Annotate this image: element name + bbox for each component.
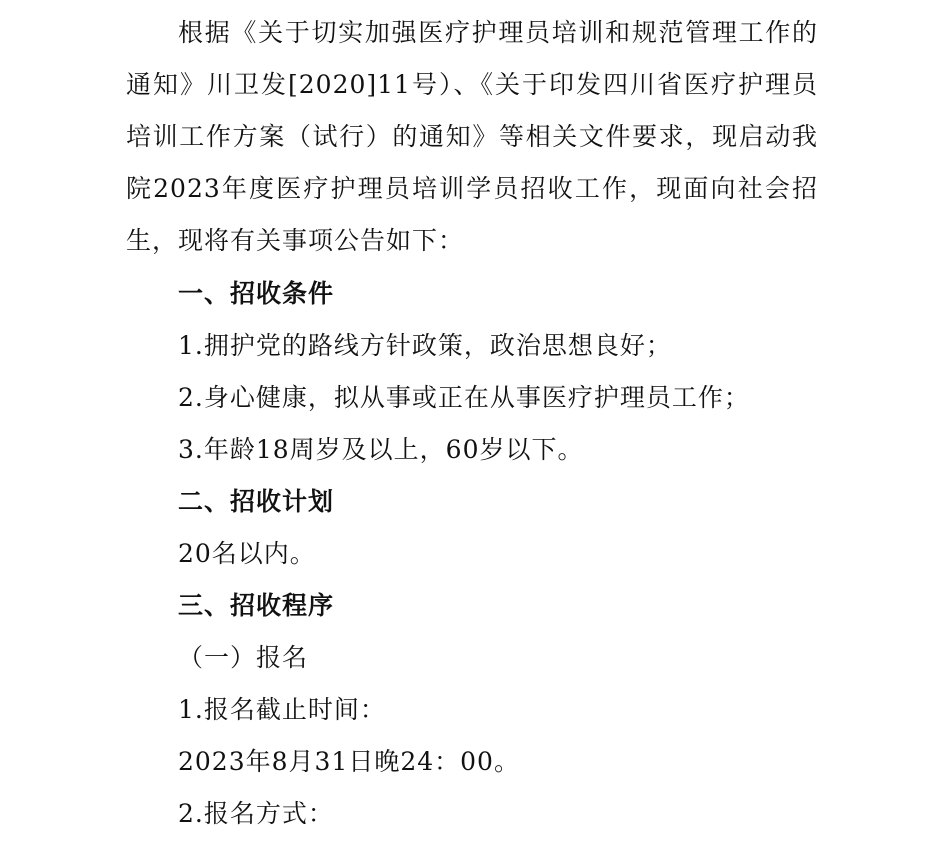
- condition-item-2: 2.身心健康，拟从事或正在从事医疗护理员工作；: [178, 383, 750, 412]
- section-heading-conditions: 一、招收条件: [178, 279, 335, 308]
- registration-deadline-label: 1.报名截止时间：: [178, 695, 386, 724]
- condition-item-3: 3.年龄18周岁及以上，60岁以下。: [178, 435, 584, 464]
- section-heading-procedure: 三、招收程序: [178, 591, 335, 620]
- subsection-registration: （一）报名: [178, 643, 309, 672]
- registration-deadline-value: 2023年8月31日晚24：00。: [178, 747, 520, 776]
- plan-content: 20名以内。: [178, 539, 316, 568]
- condition-item-1: 1.拥护党的路线方针政策，政治思想良好；: [178, 331, 672, 360]
- intro-paragraph: 根据《关于切实加强医疗护理员培训和规范管理工作的通知》川卫发[2020]11号）、《关于印发四川省医疗护理员培训工作方案（试行）的通知》等相关文件要求，现启动我院2023年度医疗护理员培训学员招收工作，现面向社会招生，现将有关事项公告如下：: [126, 18, 818, 255]
- registration-method-label: 2.报名方式：: [178, 799, 334, 828]
- section-heading-plan: 二、招收计划: [178, 487, 335, 516]
